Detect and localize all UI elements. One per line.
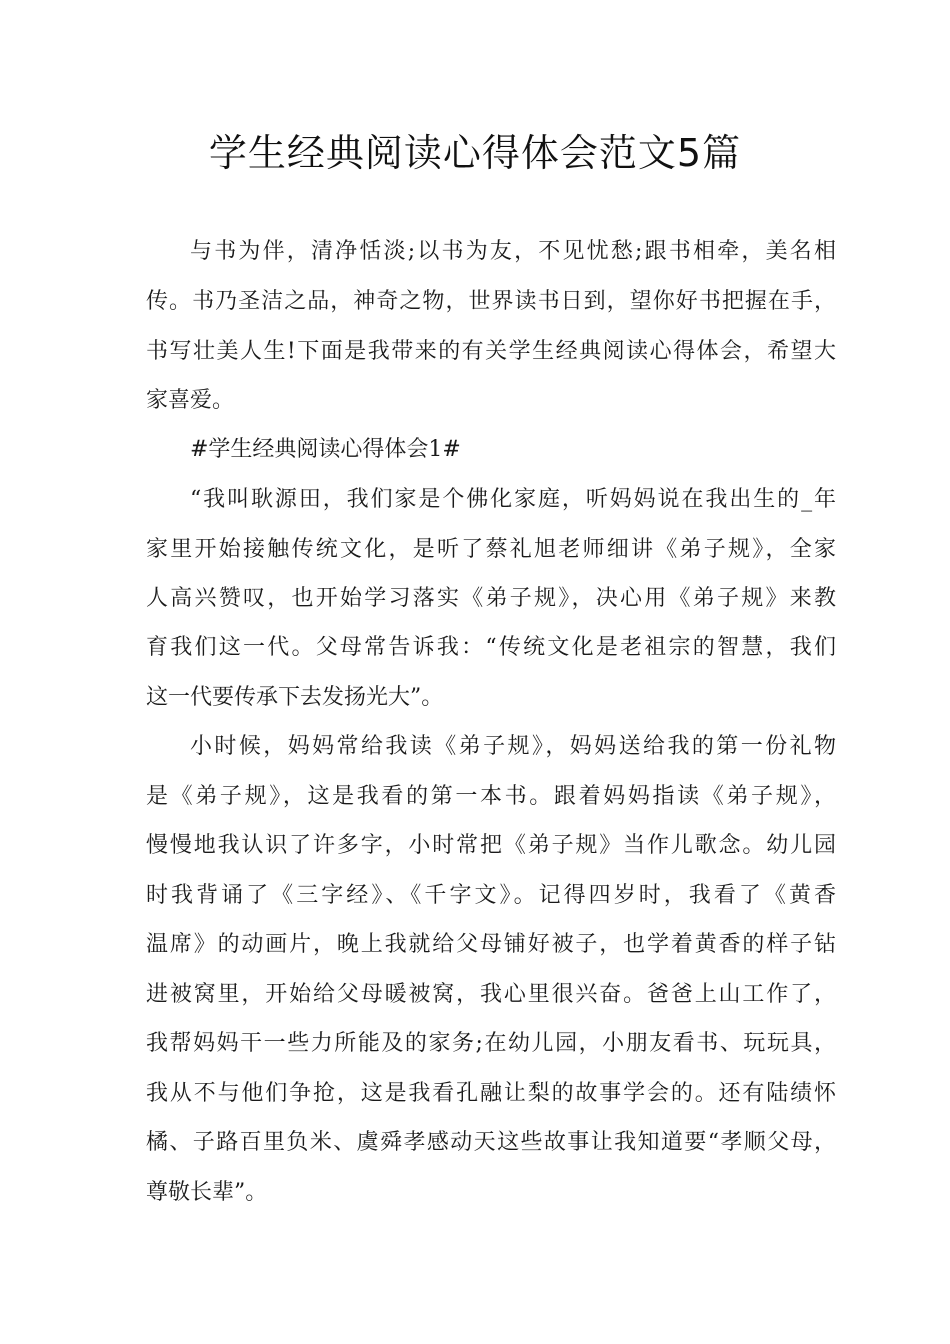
paragraph-3-line-8: 我从不与他们争抢，这是我看孔融让梨的故事学会的。还有陆绩怀 [146,1081,836,1106]
paragraph-1-line-3: 书写壮美人生!下面是我带来的有关学生经典阅读心得体会，希望大 [146,339,836,364]
paragraph-1-line-1: 与书为伴，清净恬淡;以书为友，不见忧愁;跟书相牵，美名相 [190,239,836,264]
paragraph-1-line-2: 传。书乃圣洁之品，神奇之物，世界读书日到，望你好书把握在手， [146,289,836,314]
paragraph-3-line-10: 尊敬长辈”。 [146,1180,268,1205]
paragraph-3-line-6: 进被窝里，开始给父母暖被窝，我心里很兴奋。爸爸上山工作了， [146,982,836,1007]
paragraph-1-line-4: 家喜爱。 [146,388,235,413]
paragraph-3-line-1: 小时候，妈妈常给我读《弟子规》，妈妈送给我的第一份礼物 [190,734,836,759]
paragraph-3-line-5: 温席》的动画片，晚上我就给父母铺好被子，也学着黄香的样子钻 [146,932,836,957]
paragraph-3-line-4: 时我背诵了《三字经》、《千字文》。记得四岁时，我看了《黄香 [146,883,836,908]
paragraph-3-line-3: 慢慢地我认识了许多字，小时常把《弟子规》当作儿歌念。幼儿园 [146,833,836,858]
paragraph-3-line-2: 是《弟子规》，这是我看的第一本书。跟着妈妈指读《弟子规》， [146,784,836,809]
document-title: 学生经典阅读心得体会范文5篇 [208,131,742,175]
paragraph-3-line-7: 我帮妈妈干一些力所能及的家务;在幼儿园，小朋友看书、玩玩具， [146,1031,836,1056]
paragraph-3-line-9: 橘、子路百里负米、虞舜孝感动天这些故事让我知道要“孝顺父母， [146,1130,836,1155]
paragraph-2-line-1: “我叫耿源田，我们家是个佛化家庭，听妈妈说在我出生的_年 [190,487,836,512]
paragraph-2-line-2: 家里开始接触传统文化，是听了蔡礼旭老师细讲《弟子规》，全家 [146,537,836,562]
paragraph-2-line-4: 育我们这一代。父母常告诉我：“传统文化是老祖宗的智慧，我们 [146,635,836,660]
paragraph-2-line-5: 这一代要传承下去发扬光大”。 [146,685,444,710]
paragraph-2-line-3: 人高兴赞叹，也开始学习落实《弟子规》，决心用《弟子规》来教 [146,586,836,611]
section-heading-1: #学生经典阅读心得体会1# [190,437,461,462]
